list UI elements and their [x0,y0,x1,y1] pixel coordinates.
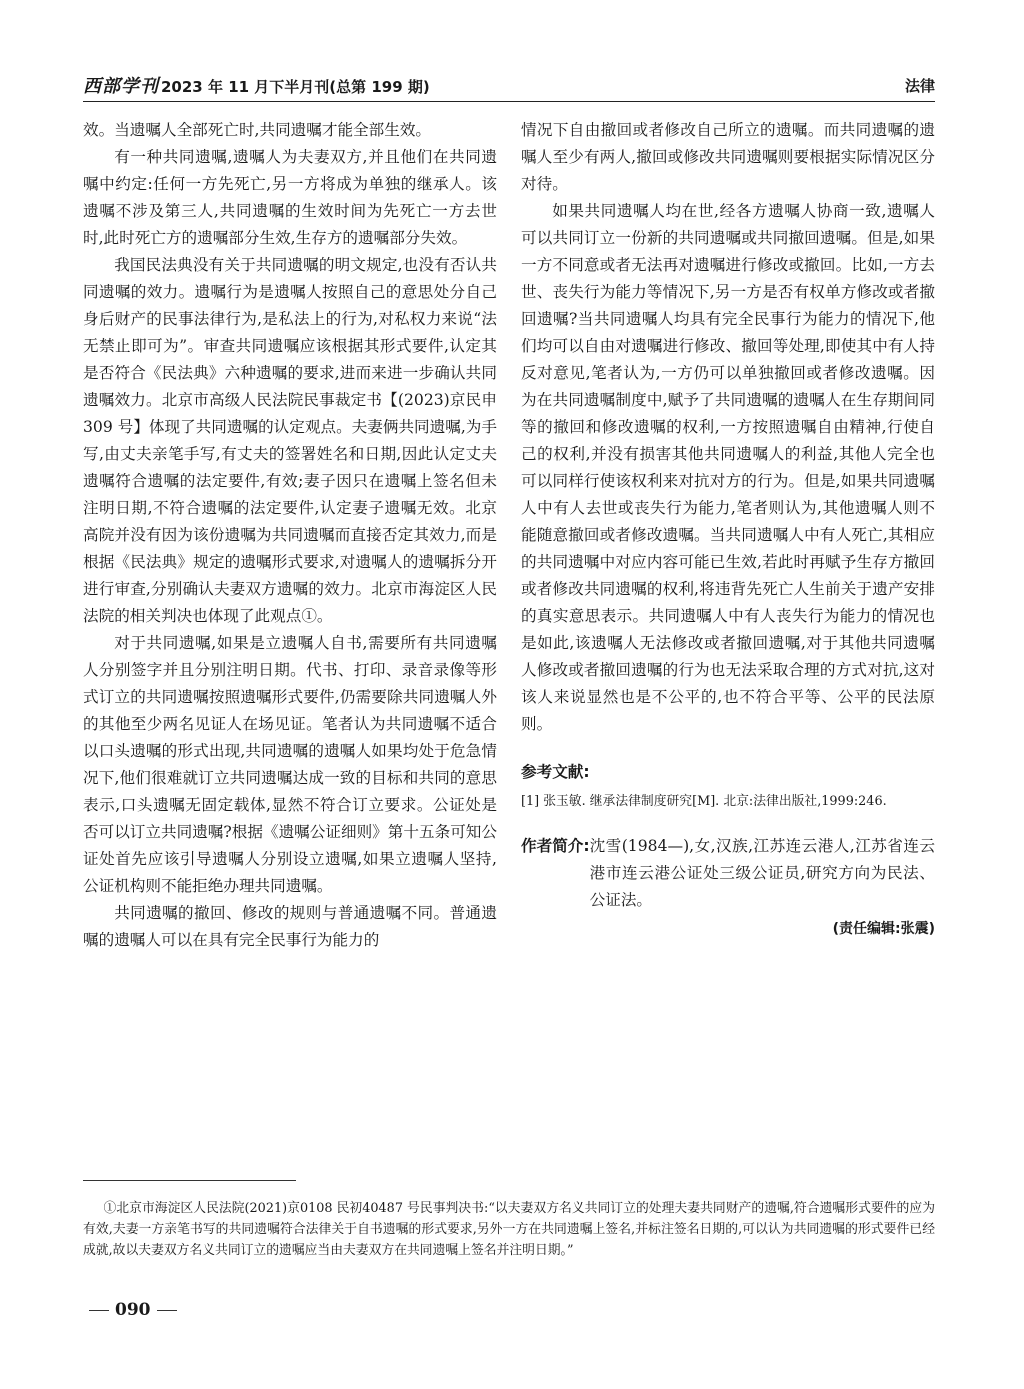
page-number: 090 [115,1300,151,1320]
reference-item: [1] 张玉敏. 继承法律制度研究[M]. 北京:法律出版社,1999:246. [521,794,887,809]
journal-info [83,72,430,98]
footnote-rule [83,1180,296,1181]
author-label: 作者简介: [521,837,590,855]
journal-logo: 西部学刊 [83,76,159,97]
paragraph: 效。当遗嘱人全部死亡时,共同遗嘱才能全部生效。 [83,121,432,139]
paragraph: 共同遗嘱的撤回、修改的规则与普通遗嘱不同。普通遗嘱的遗嘱人可以在具有完全民事行为能力的 [83,904,497,949]
paragraph: 如果共同遗嘱人均在世,经各方遗嘱人协商一致,遗嘱人可以共同订立一份新的共同遗嘱或共同撤回遗嘱。但是,如果一方不同意或者无法再对遗嘱进行修改或撤回。比如,一方去世、丧失行为能力等情况下,另一方是否有权单方修改或者撤回遗嘱?当共同遗嘱人均具有完全民事行为能力的情况下,他们均可以自由对遗嘱进行修改、撤回等处理,即使其中有人持反对意见,笔者认为,一方仍可以单独撤回或者修改遗嘱。因为在共同遗嘱制度中,赋予了共同遗嘱的遗嘱人在生存期间同等的撤回和修改遗嘱的权利,一方按照遗嘱自由精神,行使自己的权利,并没有损害其他共同遗嘱人的利益,其他人完全也可以同样行使该权利来对抗对方的行为。但是,如果共同遗嘱人中有人去世或丧失行为能力,笔者则认为,其他遗嘱人则不能随意撤回或者修改遗嘱。当共同遗嘱人中有人死亡,其相应的共同遗嘱中对应内容可能已生效,若此时再赋予生存方撤回或者修改共同遗嘱的权利,将违背先死亡人生前关于遗产安排的真实意思表示。共同遗嘱人中有人丧失行为能力的情况也是如此,该遗嘱人无法修改或者撤回遗嘱,对于其他共同遗嘱人修改或者撤回遗嘱的行为也无法采取合理的方式对抗,这对该人来说显然也是不公平的,也不符合平等、公平的民法原则。 [521,202,935,733]
paragraph: 情况下自由撤回或者修改自己所立的遗嘱。而共同遗嘱的遗嘱人至少有两人,撤回或修改共同遗嘱则要根据实际情况区分对待。 [521,121,935,193]
issue-info: 2023 年 11 月下半月刊(总第 199 期) [161,78,430,96]
right-column [521,117,935,943]
header-rule [83,101,935,102]
footnote: ①北京市海淀区人民法院(2021)京0108 民初40487 号民事判决书:“以夫妻双方名义共同订立的处理夫妻共同财产的遗嘱,符合遗嘱形式要件的应为有效,夫妻一方亲笔书写的共同遗嘱符合法律关于自书遗嘱的形式要求,另外一方在共同遗嘱上签名,并标注签名日期的,可以认为共同遗嘱的形式要件已经成就,故以夫妻双方名义共同订立的遗嘱应当由夫妻双方在共同遗嘱上签名并注明日期。” [83,1201,935,1258]
left-column [83,117,497,954]
author-bio [521,833,935,914]
paragraph: 有一种共同遗嘱,遗嘱人为夫妻双方,并且他们在共同遗嘱中约定:任何一方先死亡,另一方将成为单独的继承人。该遗嘱不涉及第三人,共同遗嘱的生效时间为先死亡一方去世时,此时死亡方的遗嘱部分生效,生存方的遗嘱部分失效。 [83,148,497,247]
references-title: 参考文献: [521,763,590,781]
paragraph: 我国民法典没有关于共同遗嘱的明文规定,也没有否认共同遗嘱的效力。遗嘱行为是遗嘱人按照自己的意思处分自己身后财产的民事法律行为,是私法上的行为,对私权力来说“法无禁止即可为”。审查共同遗嘱应该根据其形式要件,认定其是否符合《民法典》六种遗嘱的要求,进而来进一步确认共同遗嘱效力。北京市高级人民法院民事裁定书【(2023)京民申309 号】体现了共同遗嘱的认定观点。夫妻俩共同遗嘱,为手写,由丈夫亲笔手写,有丈夫的签署姓名和日期,因此认定丈夫遗嘱符合遗嘱的法定要件,有效;妻子因只在遗嘱上签名但未注明日期,不符合遗嘱的法定要件,认定妻子遗嘱无效。北京高院并没有因为该份遗嘱为共同遗嘱而直接否定其效力,而是根据《民法典》规定的遗嘱形式要求,对遗嘱人的遗嘱拆分开进行审查,分别确认夫妻双方遗嘱的效力。北京市海淀区人民法院的相关判决也体现了此观点①。 [83,256,497,625]
page-header [83,72,935,98]
dash-left [89,1310,109,1311]
page-number-block [83,1300,183,1320]
section-name: 法律 [904,76,935,95]
dash-right [157,1310,177,1311]
editor-note: (责任编辑:张震) [832,921,935,937]
author-text: 沈雪(1984—),女,汉族,江苏连云港人,江苏省连云港市连云港公证处三级公证员,研究方向为民法、公证法。 [589,837,935,909]
paragraph: 对于共同遗嘱,如果是立遗嘱人自书,需要所有共同遗嘱人分别签字并且分别注明日期。代书、打印、录音录像等形式订立的共同遗嘱按照遗嘱形式要件,仍需要除共同遗嘱人外的其他至少两名见证人在场见证。笔者认为共同遗嘱不适合以口头遗嘱的形式出现,共同遗嘱的遗嘱人如果均处于危急情况下,他们很难就订立共同遗嘱达成一致的目标和共同的意思表示,口头遗嘱无固定载体,显然不符合订立要求。公证处是否可以订立共同遗嘱?根据《遗嘱公证细则》第十五条可知公证处首先应该引导遗嘱人分别设立遗嘱,如果立遗嘱人坚持,公证机构则不能拒绝办理共同遗嘱。 [83,634,497,895]
